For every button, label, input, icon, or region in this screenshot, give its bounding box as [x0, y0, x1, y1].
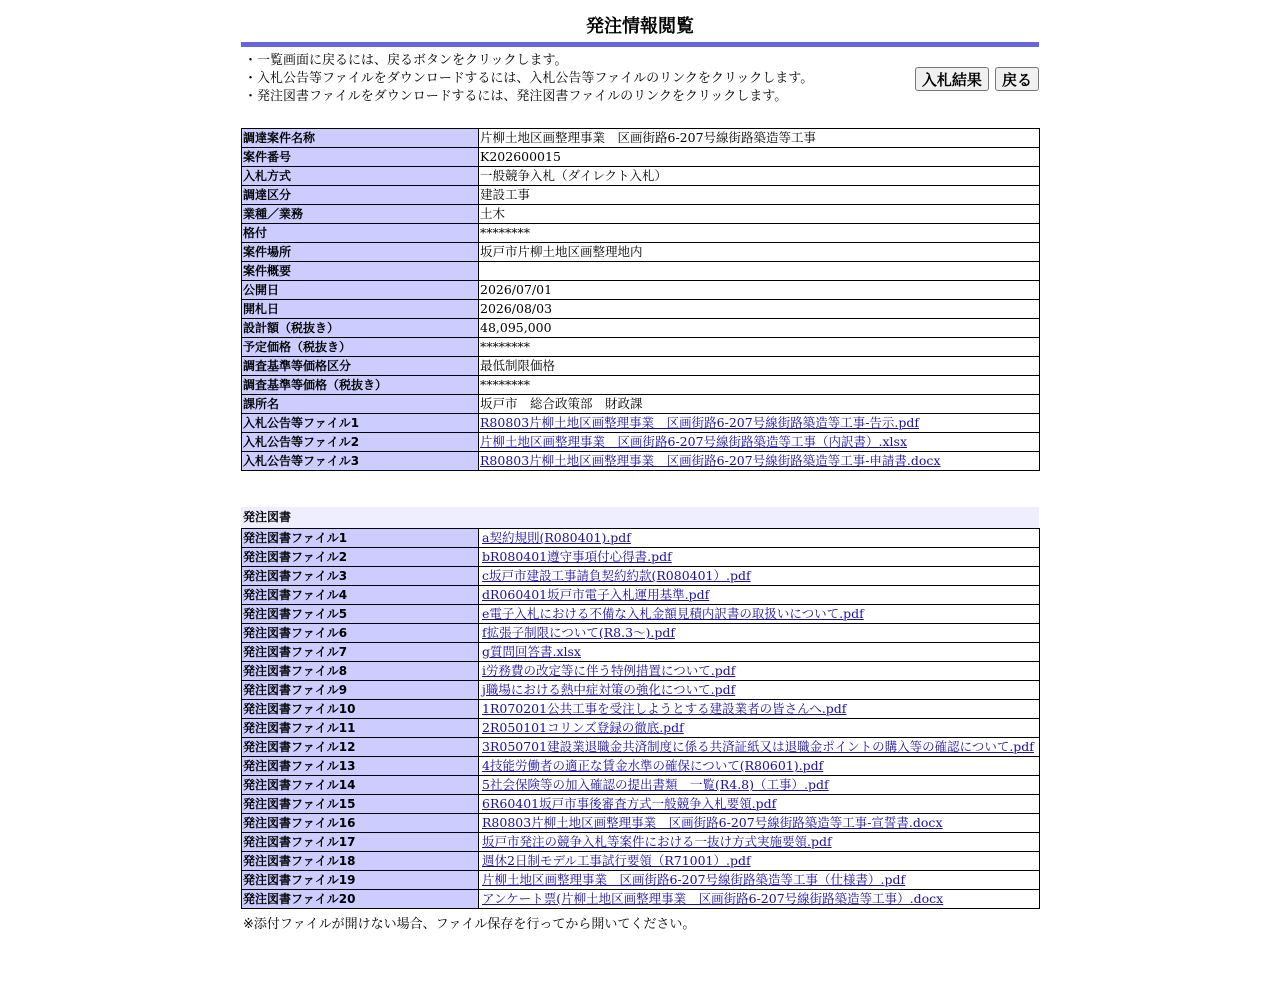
doc-file-cell: [479, 890, 1040, 909]
doc-file-label: 発注図書ファイル7: [242, 643, 479, 662]
table-row: [242, 624, 1040, 643]
info-field-value: 土木: [479, 205, 1040, 224]
doc-file-link[interactable]: g質問回答書.xlsx: [482, 644, 581, 659]
instruction-line: ・一覧画面に戻るには、戻るボタンをクリックします。: [244, 53, 568, 68]
info-field-value: 2026/08/03: [479, 300, 1040, 319]
doc-file-cell: [479, 624, 1040, 643]
table-row: [242, 833, 1040, 852]
doc-file-cell: [479, 662, 1040, 681]
table-row: [242, 186, 1040, 205]
doc-file-label: 発注図書ファイル6: [242, 624, 479, 643]
table-row: [242, 795, 1040, 814]
doc-file-link[interactable]: 片柳土地区画整理事業 区画街路6-207号線街路築造等工事（仕様書）.pdf: [482, 872, 906, 887]
doc-file-link[interactable]: 1R070201公共工事を受注しようとする建設業者の皆さんへ.pdf: [482, 701, 847, 716]
info-field-value: ********: [479, 376, 1040, 395]
doc-file-label: 発注図書ファイル11: [242, 719, 479, 738]
info-field-label: 業種／業務: [242, 205, 479, 224]
table-row: [242, 300, 1040, 319]
doc-file-label: 発注図書ファイル20: [242, 890, 479, 909]
table-row: [242, 814, 1040, 833]
info-field-value: 48,095,000: [479, 319, 1040, 338]
doc-file-cell: [479, 719, 1040, 738]
doc-file-cell: [479, 605, 1040, 624]
doc-file-link[interactable]: bR080401遵守事項付心得書.pdf: [482, 549, 672, 564]
doc-file-label: 発注図書ファイル15: [242, 795, 479, 814]
table-row: [242, 662, 1040, 681]
doc-file-label: 発注図書ファイル14: [242, 776, 479, 795]
doc-file-link[interactable]: a契約規則(R080401).pdf: [482, 530, 631, 545]
notice-file-link[interactable]: 片柳土地区画整理事業 区画街路6-207号線街路築造等工事（内訳書）.xlsx: [480, 434, 908, 449]
doc-file-link[interactable]: f拡張子制限について(R8.3～).pdf: [482, 625, 676, 640]
info-field-value: ********: [479, 338, 1040, 357]
order-docs-table: [241, 528, 1040, 909]
table-row: [242, 871, 1040, 890]
notice-file-cell: [479, 452, 1040, 471]
info-field-label: 調査基準等価格区分: [242, 357, 479, 376]
info-field-label: 調査基準等価格（税抜き）: [242, 376, 479, 395]
notice-file-cell: [479, 433, 1040, 452]
doc-file-link[interactable]: e電子入札における不備な入札金額見積内訳書の取扱いについて.pdf: [482, 606, 864, 621]
table-row: [242, 852, 1040, 871]
doc-file-cell: [479, 738, 1040, 757]
notice-file-link[interactable]: R80803片柳土地区画整理事業 区画街路6-207号線街路築造等工事-申請書.docx: [480, 453, 941, 468]
table-row: [242, 433, 1040, 452]
table-row: [242, 719, 1040, 738]
instruction-line: ・発注図書ファイルをダウンロードするには、発注図書ファイルのリンクをクリックします。: [244, 89, 788, 104]
doc-file-label: 発注図書ファイル5: [242, 605, 479, 624]
info-field-value: ********: [479, 224, 1040, 243]
info-field-value: K202600015: [479, 148, 1040, 167]
order-info-table: [241, 128, 1040, 471]
doc-file-cell: [479, 795, 1040, 814]
notice-file-link[interactable]: R80803片柳土地区画整理事業 区画街路6-207号線街路築造等工事-告示.pdf: [480, 415, 920, 430]
doc-file-cell: [479, 776, 1040, 795]
table-row: [242, 338, 1040, 357]
info-field-label: 調達区分: [242, 186, 479, 205]
doc-file-label: 発注図書ファイル1: [242, 529, 479, 548]
info-field-value: 2026/07/01: [479, 281, 1040, 300]
doc-file-cell: [479, 871, 1040, 890]
info-field-value: 坂戸市 総合政策部 財政課: [479, 395, 1040, 414]
notice-file-label: 入札公告等ファイル2: [242, 433, 479, 452]
info-field-label: 案件概要: [242, 262, 479, 281]
footer-note: ※添付ファイルが開けない場合、ファイル保存を行ってから開いてください。: [243, 917, 696, 932]
doc-file-cell: [479, 586, 1040, 605]
doc-file-label: 発注図書ファイル9: [242, 681, 479, 700]
notice-file-label: 入札公告等ファイル3: [242, 452, 479, 471]
doc-file-link[interactable]: i労務費の改定等に伴う特例措置について.pdf: [482, 663, 736, 678]
doc-file-label: 発注図書ファイル13: [242, 757, 479, 776]
doc-file-cell: [479, 852, 1040, 871]
doc-file-label: 発注図書ファイル17: [242, 833, 479, 852]
info-field-label: 公開日: [242, 281, 479, 300]
table-row: [242, 281, 1040, 300]
doc-file-link[interactable]: アンケート票(片柳土地区画整理事業 区画街路6-207号線街路築造等工事）.docx: [482, 891, 944, 906]
table-row: [242, 738, 1040, 757]
info-field-value: [479, 262, 1040, 281]
instructions: [241, 47, 1039, 109]
info-field-label: 格付: [242, 224, 479, 243]
info-field-label: 案件場所: [242, 243, 479, 262]
table-row: [242, 681, 1040, 700]
doc-file-cell: [479, 548, 1040, 567]
instruction-line: ・入札公告等ファイルをダウンロードするには、入札公告等ファイルのリンクをクリックします。: [244, 71, 814, 86]
doc-file-label: 発注図書ファイル19: [242, 871, 479, 890]
table-row: [242, 548, 1040, 567]
doc-file-label: 発注図書ファイル10: [242, 700, 479, 719]
table-row: [242, 776, 1040, 795]
doc-file-link[interactable]: 坂戸市発注の競争入札等案件における一抜け方式実施要領.pdf: [482, 834, 832, 849]
doc-file-cell: [479, 833, 1040, 852]
doc-file-cell: [479, 757, 1040, 776]
doc-file-cell: [479, 643, 1040, 662]
table-row: [242, 414, 1040, 433]
table-row: [242, 167, 1040, 186]
table-row: [242, 243, 1040, 262]
info-field-label: 案件番号: [242, 148, 479, 167]
back-button[interactable]: 戻る: [995, 67, 1039, 91]
docs-section-title: 発注図書: [241, 507, 1039, 528]
doc-file-cell: [479, 567, 1040, 586]
doc-file-link[interactable]: j職場における熱中症対策の強化について.pdf: [482, 682, 736, 697]
table-row: [242, 529, 1040, 548]
table-row: [242, 395, 1040, 414]
table-row: [242, 452, 1040, 471]
doc-file-link[interactable]: dR060401坂戸市電子入札運用基準.pdf: [482, 587, 710, 602]
action-buttons: [913, 67, 1039, 91]
info-field-value: 最低制限価格: [479, 357, 1040, 376]
doc-file-label: 発注図書ファイル2: [242, 548, 479, 567]
doc-file-link[interactable]: 2R050101コリンズ登録の徹底.pdf: [482, 720, 684, 735]
doc-file-cell: [479, 681, 1040, 700]
doc-file-link[interactable]: 5社会保険等の加入確認の提出書類 一覧(R4.8)（工事）.pdf: [482, 777, 829, 792]
bid-result-button[interactable]: 入札結果: [915, 67, 989, 91]
page-title: 発注情報閲覧: [586, 16, 694, 37]
table-row: [242, 205, 1040, 224]
table-row: [242, 643, 1040, 662]
doc-file-label: 発注図書ファイル3: [242, 567, 479, 586]
doc-file-link[interactable]: 6R60401坂戸市事後審査方式一般競争入札要領.pdf: [482, 796, 777, 811]
info-field-value: 建設工事: [479, 186, 1040, 205]
doc-file-link[interactable]: 4技能労働者の適正な賃金水準の確保について(R80601).pdf: [482, 758, 824, 773]
table-row: [242, 586, 1040, 605]
notice-file-label: 入札公告等ファイル1: [242, 414, 479, 433]
doc-file-label: 発注図書ファイル8: [242, 662, 479, 681]
info-field-label: 入札方式: [242, 167, 479, 186]
doc-file-link[interactable]: R80803片柳土地区画整理事業 区画街路6-207号線街路築造等工事-宣誓書.docx: [482, 815, 943, 830]
doc-file-cell: [479, 700, 1040, 719]
table-row: [242, 605, 1040, 624]
info-field-label: 設計額（税抜き）: [242, 319, 479, 338]
info-field-label: 課所名: [242, 395, 479, 414]
doc-file-cell: [479, 529, 1040, 548]
doc-file-label: 発注図書ファイル4: [242, 586, 479, 605]
table-row: [242, 319, 1040, 338]
doc-file-link[interactable]: 3R050701建設業退職金共済制度に係る共済証紙又は退職金ポイントの購入等の確認について.pdf: [482, 739, 1034, 754]
info-field-value: 片柳土地区画整理事業 区画街路6-207号線街路築造等工事: [479, 129, 1040, 148]
notice-file-cell: [479, 414, 1040, 433]
table-row: [242, 357, 1040, 376]
table-row: [242, 376, 1040, 395]
doc-file-label: 発注図書ファイル12: [242, 738, 479, 757]
table-row: [242, 148, 1040, 167]
info-field-value: 坂戸市片柳土地区画整理地内: [479, 243, 1040, 262]
info-field-value: 一般競争入札（ダイレクト入札）: [479, 167, 1040, 186]
table-row: [242, 890, 1040, 909]
doc-file-link[interactable]: 週休2日制モデル工事試行要領（R71001）.pdf: [482, 853, 751, 868]
doc-file-label: 発注図書ファイル18: [242, 852, 479, 871]
info-field-label: 予定価格（税抜き）: [242, 338, 479, 357]
main-content: [241, 0, 1039, 936]
doc-file-cell: [479, 814, 1040, 833]
doc-file-label: 発注図書ファイル16: [242, 814, 479, 833]
table-row: [242, 262, 1040, 281]
info-field-label: 開札日: [242, 300, 479, 319]
info-field-label: 調達案件名称: [242, 129, 479, 148]
table-row: [242, 129, 1040, 148]
table-row: [242, 700, 1040, 719]
table-row: [242, 224, 1040, 243]
doc-file-link[interactable]: c坂戸市建設工事請負契約約款(R080401）.pdf: [482, 568, 751, 583]
table-row: [242, 567, 1040, 586]
table-row: [242, 757, 1040, 776]
